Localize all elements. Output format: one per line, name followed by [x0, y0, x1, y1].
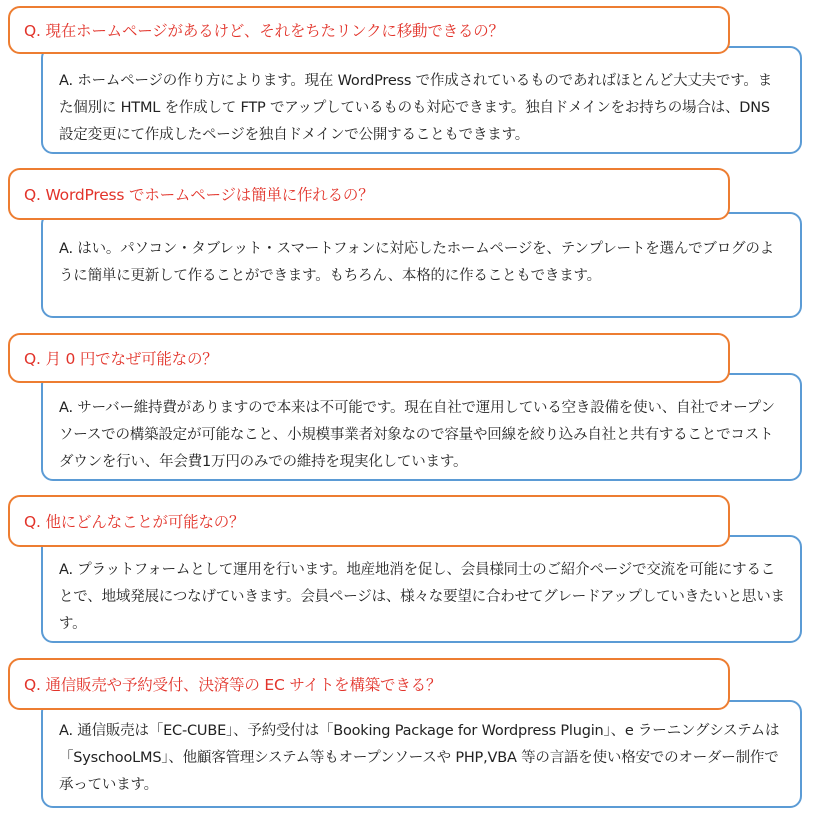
faq-item	[0, 658, 816, 816]
faq-question[interactable]: Q. 他にどんなことが可能なの？	[8, 495, 730, 547]
faq-question[interactable]: Q. 通信販売や予約受付、決済等の EC サイトを構築できる？	[8, 658, 730, 710]
faq-question[interactable]: Q. 現在ホームページがあるけど、それをちたリンクに移動できるの？	[8, 6, 730, 54]
faq-item	[0, 168, 816, 326]
faq-item	[0, 333, 816, 491]
faq-answer: A. ホームページの作り方によります。現在 WordPress で作成されているものであればほとんど大丈夫です。また個別に HTML を作成して FTP でアップしているものも対応できます。独自ドメインをお持ちの場合は、DNS 設定変更にて作成したページを独自ドメインで公開することもできます。	[41, 46, 802, 154]
faq-answer: A. プラットフォームとして運用を行います。地産地消を促し、会員様同士のご紹介ページで交流を可能にすることで、地域発展につなげていきます。会員ページは、様々な要望に合わせてグレードアップしていきたいと思います。	[41, 535, 802, 643]
faq-question[interactable]: Q. 月 0 円でなぜ可能なの？	[8, 333, 730, 383]
faq-item	[0, 6, 816, 164]
faq-item	[0, 495, 816, 653]
faq-answer: A. はい。パソコン・タブレット・スマートフォンに対応したホームページを、テンプレートを選んでブログのように簡単に更新して作ることができます。もちろん、本格的に作ることもできます。	[41, 212, 802, 318]
faq-answer: A. サーバー維持費がありますので本来は不可能です。現在自社で運用している空き設備を使い、自社でオープンソースでの構築設定が可能なこと、小規模事業者対象なので容量や回線を絞り込み自社と共有することでコストダウンを行い、年会費1万円のみでの維持を現実化しています。	[41, 373, 802, 481]
faq-answer: A. 通信販売は「EC-CUBE」、予約受付は「Booking Package for Wordpress Plugin」、e ラーニングシステムは「SyschooLMS」、他顧客管理システム等もオープンソースや PHP,VBA 等の言語を使い格安でのオーダー制作で承っています。	[41, 700, 802, 808]
faq-question[interactable]: Q. WordPress でホームページは簡単に作れるの？	[8, 168, 730, 220]
